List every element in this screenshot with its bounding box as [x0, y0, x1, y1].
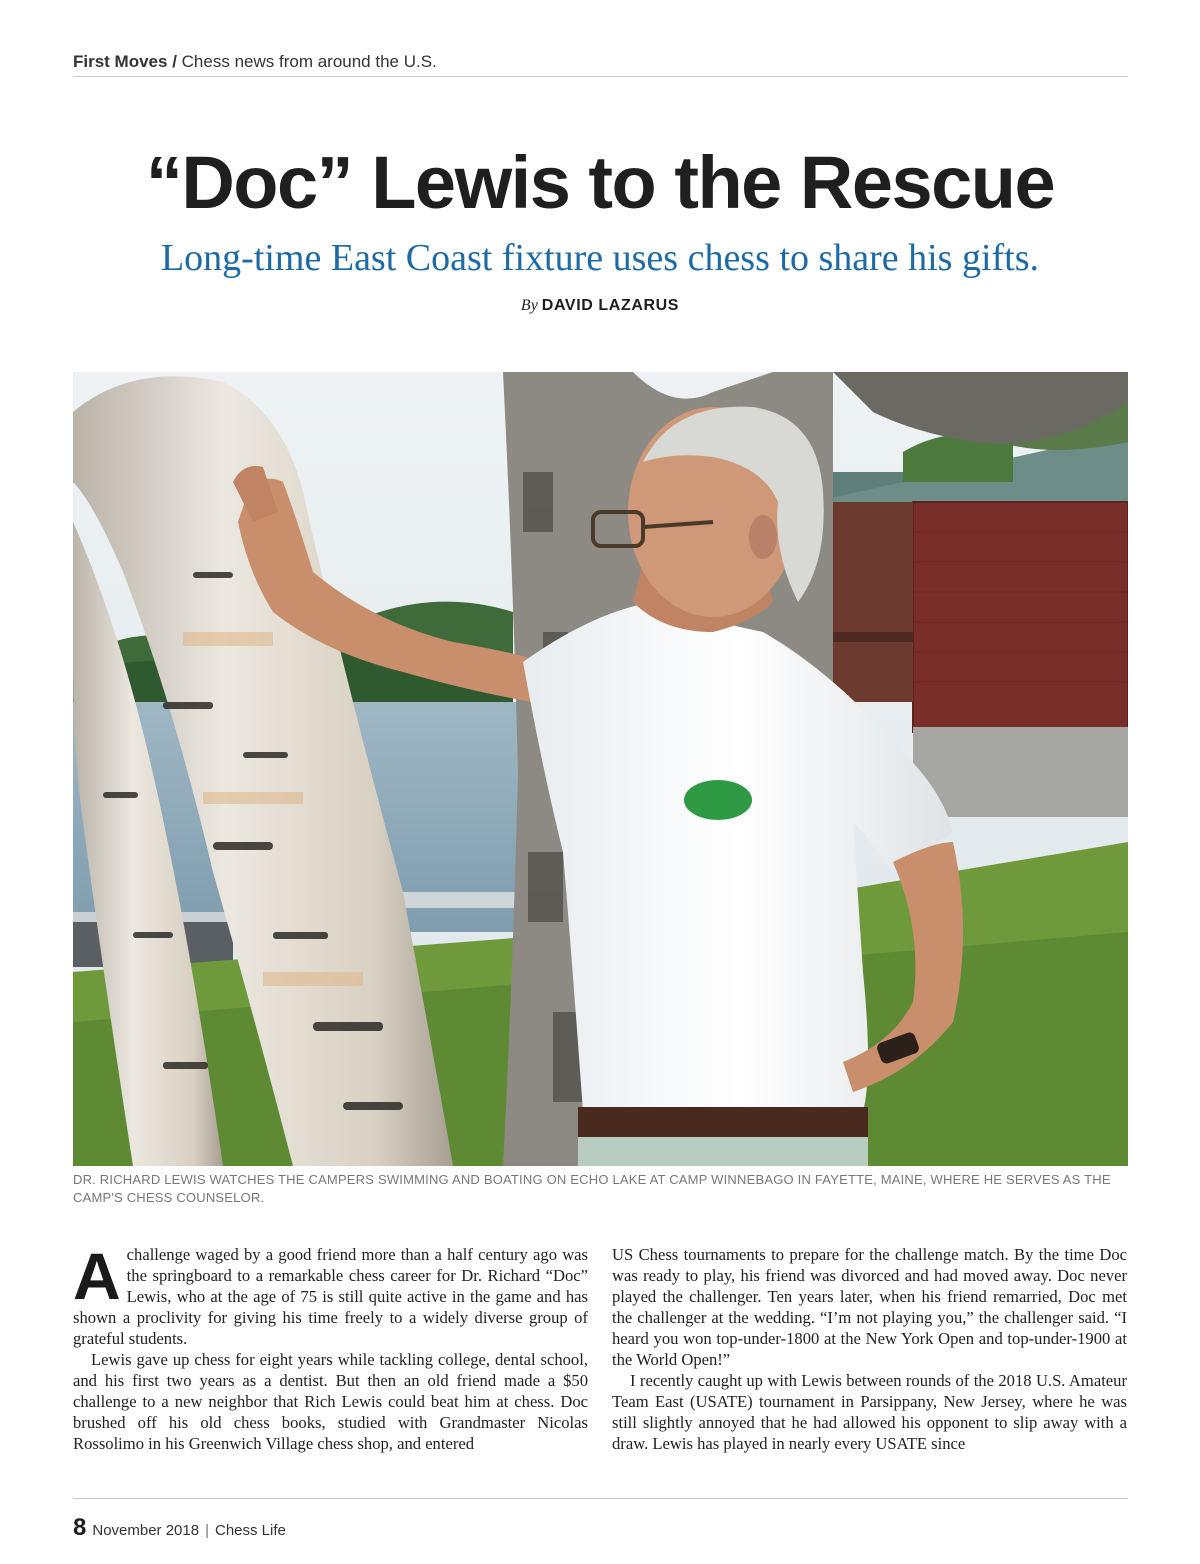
author-name: DAVID LAZARUS — [541, 297, 680, 314]
page-number: 8 — [73, 1514, 87, 1541]
footer-separator: | — [205, 1522, 209, 1539]
issue-date: November 2018 — [92, 1522, 200, 1539]
paragraph-2: Lewis gave up chess for eight years while tackling college, dental school, and his first two years as a dentist. But then an old friend made a $50 challenge to a new neighbor that Rich Lewis could beat him at chess. Doc brushed off his old chess books, studied with Grandmaster Nicolas Rossolimo in his Greenwich Village chess shop, and entered — [73, 1350, 588, 1453]
magazine-name: Chess Life — [215, 1522, 286, 1539]
paragraph-4: I recently caught up with Lewis between rounds of the 2018 U.S. Amateur Team East (USATE) tournament in Parsippany, New Jersey, where he was still slightly annoyed that he had allowed his opponent to slip away with a draw. Lewis has played in nearly every USATE since — [612, 1371, 1127, 1453]
paragraph-3: US Chess tournaments to prepare for the challenge match. By the time Doc was ready to play, his friend was divorced and had moved away. Doc never played the challenger. Ten years later, when his friend remarried, Doc met the challenger at the wedding. “I’m not playing you,” the challenger said. “I heard you won top-under-1800 at the New York Open and top-under-1900 at the World Open!” — [612, 1245, 1127, 1369]
paragraph-1-text: challenge waged by a good friend more than a half century ago was the springboard to a remarkable chess career for Dr. Richard “Doc” Lewis, who at the age of 75 is still quite active in the game and has shown a proclivity for giving his time freely to a widely diverse group of grateful students. — [73, 1245, 588, 1348]
article-column-right — [612, 1244, 1127, 1454]
drop-cap: A — [73, 1239, 121, 1313]
article-subtitle: Long-time East Coast fixture uses chess to share his gifts. — [160, 237, 1040, 279]
section-subtitle: Chess news from around the U.S. — [181, 52, 437, 71]
page-footer — [73, 1514, 286, 1544]
article-title: “Doc” Lewis to the Rescue — [145, 141, 1055, 224]
byline — [0, 295, 1200, 317]
byline-prefix: By — [520, 297, 538, 314]
running-header — [73, 50, 1128, 77]
article-photo — [73, 372, 1128, 1166]
footer-divider — [73, 1498, 1128, 1499]
photo-caption: DR. RICHARD LEWIS WATCHES THE CAMPERS SWIMMING AND BOATING ON ECHO LAKE AT CAMP WINNEBAGO IN FAYETTE, MAINE, WHERE HE SERVES AS THE CAMP'S CHESS COUNSELOR. — [73, 1172, 1111, 1205]
paragraph-1 — [73, 1239, 588, 1349]
article-column-left — [73, 1239, 588, 1454]
section-name: First Moves / — [73, 52, 177, 71]
